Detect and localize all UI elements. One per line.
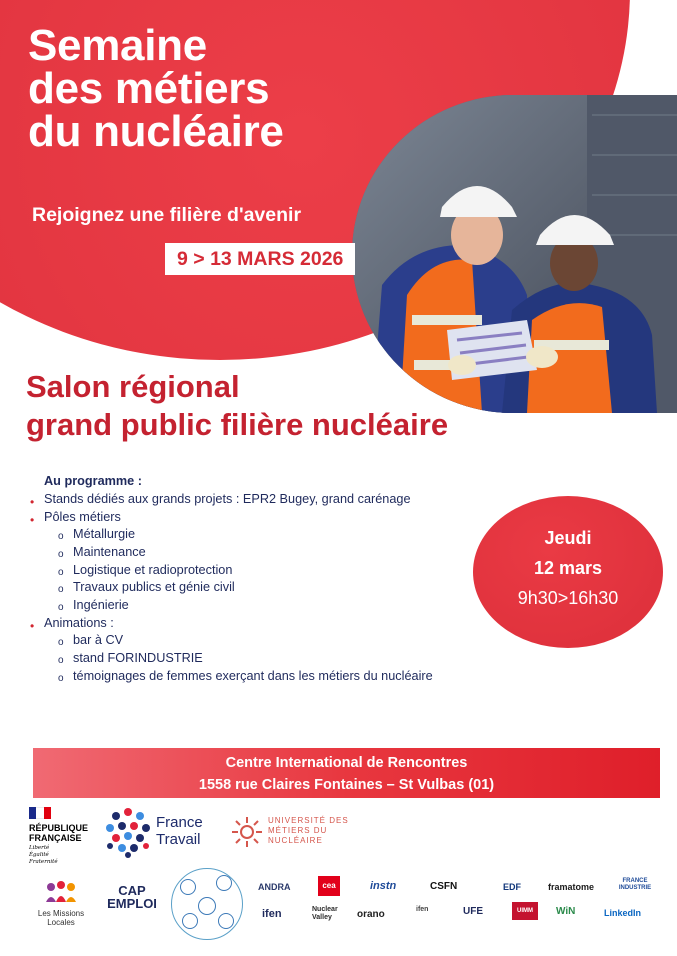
umn-wordmark — [268, 816, 368, 846]
partner-logo-france-industrie: FRANCE INDUSTRIE — [618, 878, 652, 891]
circle-bullet-icon: o — [58, 548, 64, 560]
main-title-line: du nucléaire — [28, 107, 284, 156]
cap-line: CAP — [118, 883, 146, 898]
bullet-icon: • — [30, 618, 35, 633]
program-subitem — [44, 562, 468, 580]
cap-emploi-logo — [103, 884, 161, 911]
event-day: Jeudi — [544, 528, 592, 548]
atom-sun-icon — [230, 815, 264, 849]
program-subitem-label: Métallurgie — [73, 527, 136, 541]
event-time: 9h30>16h30 — [517, 588, 619, 608]
program-sublist — [44, 632, 468, 685]
event-title-line: Salon régional — [26, 369, 240, 404]
missions-locales-label: Les Missions Locales — [37, 909, 85, 927]
umn-line: NUCLÉAIRE — [268, 836, 323, 845]
partner-logo-cea — [318, 876, 340, 896]
circle-bullet-icon: o — [58, 531, 64, 542]
bullet-icon: • — [30, 495, 35, 509]
program-subitem-label: Maintenance — [73, 544, 146, 559]
partner-logo-uimm — [512, 902, 538, 920]
program-subitem — [44, 668, 468, 686]
republique-francaise-logo — [29, 807, 99, 866]
circle-bullet-icon: o — [58, 584, 64, 596]
french-flag-icon — [29, 807, 51, 819]
people-icon — [44, 880, 78, 904]
program-item — [28, 491, 468, 509]
program-subitem — [44, 526, 468, 544]
uimm-label: UIMM — [517, 908, 533, 914]
bullet-icon: • — [30, 512, 35, 527]
program-item-label: Pôles métiers — [44, 509, 121, 524]
partner-logo-orano: orano — [357, 909, 385, 920]
program-subitem-label: Travaux publics et génie civil — [73, 580, 235, 595]
partner-logo-ifen: ifen — [262, 908, 282, 920]
week-dates-badge: 9 > 13 MARS 2026 — [165, 243, 355, 275]
main-title-line: des métiers — [28, 64, 270, 113]
event-title-line: grand public filière nucléaire — [26, 407, 449, 442]
program-item-label: Stands dédiés aux grands projets : EPR2 Bugey, grand carénage — [44, 492, 411, 506]
circle-bullet-icon: o — [58, 673, 64, 685]
ft-line: France — [156, 814, 203, 831]
event-title — [26, 368, 448, 444]
partners-circle-logo — [171, 868, 243, 940]
main-title — [28, 21, 284, 156]
event-date-circle — [473, 496, 663, 648]
program-sublist — [44, 526, 468, 615]
missions-locales-logo — [24, 880, 98, 927]
rf-motto-line: Fraternité — [29, 859, 58, 865]
partner-logo-edf: EDF — [503, 882, 521, 892]
event-date: 12 mars — [533, 558, 603, 578]
venue-address: 1558 rue Claires Fontaines – St Vulbas (01) — [198, 777, 495, 793]
partner-logo-instn: instn — [370, 880, 397, 892]
program-subitem — [44, 597, 468, 615]
cap-line: EMPLOI — [107, 896, 157, 911]
universite-metiers-nucleaire-logo — [230, 815, 360, 851]
program-item — [28, 615, 468, 686]
workers-illustration — [352, 95, 677, 413]
program-subitem-label: Logistique et radioprotection — [73, 562, 233, 577]
program-item-label: Animations : — [44, 615, 114, 630]
circle-bullet-icon: o — [58, 655, 64, 667]
program-section — [28, 474, 468, 686]
program-subitem-label: bar à CV — [73, 633, 124, 648]
workers-photo — [352, 95, 677, 413]
venue-banner — [33, 748, 660, 798]
partner-logo-linkedin: LinkedIn — [604, 908, 642, 918]
partner-logo-csfn: CSFN — [430, 881, 458, 892]
subtitle: Rejoignez une filière d'avenir — [32, 204, 302, 226]
partner-logo-nuclear-valley: Nuclear Valley — [312, 906, 338, 921]
program-subitem-label: Ingénierie — [73, 598, 129, 613]
program-subitem-label: stand FORINDUSTRIE — [73, 651, 203, 666]
france-travail-wordmark — [156, 814, 203, 848]
circle-bullet-icon: o — [58, 602, 64, 614]
program-heading: Au programme : — [44, 474, 142, 488]
partner-logo-ufe: UFE — [463, 906, 483, 917]
rf-motto-line: Liberté — [29, 845, 50, 851]
program-subitem-label: témoignages de femmes exerçant dans les métiers du nucléaire — [73, 669, 433, 684]
rf-name-line: FRANÇAISE — [29, 833, 82, 843]
rf-name-line: RÉPUBLIQUE — [29, 823, 89, 833]
program-subitem — [44, 650, 468, 668]
program-item — [28, 509, 468, 615]
umn-line: UNIVERSITÉ DES — [268, 816, 349, 825]
venue-name: Centre International de Rencontres — [225, 755, 468, 771]
partner-logo-andra: ANDRA — [258, 882, 291, 892]
ft-line: Travail — [156, 831, 201, 848]
partner-logo-framatome: framatome — [548, 882, 595, 892]
program-subitem — [44, 632, 468, 650]
france-travail-dots-icon — [102, 806, 154, 858]
cea-label: cea — [322, 881, 336, 890]
program-subitem — [44, 579, 468, 597]
rf-motto-line: Égalité — [29, 852, 49, 858]
france-travail-logo — [102, 806, 227, 858]
partner-logo-win: WiN — [556, 906, 576, 917]
rf-motto — [29, 845, 99, 866]
partner-logo-ifen-2: ifen — [416, 906, 429, 913]
circle-bullet-icon: o — [58, 637, 64, 649]
main-title-line: Semaine — [28, 21, 207, 70]
program-subitem — [44, 544, 468, 562]
umn-line: MÉTIERS DU — [268, 826, 328, 835]
circle-bullet-icon: o — [58, 566, 64, 578]
program-list — [28, 491, 468, 686]
